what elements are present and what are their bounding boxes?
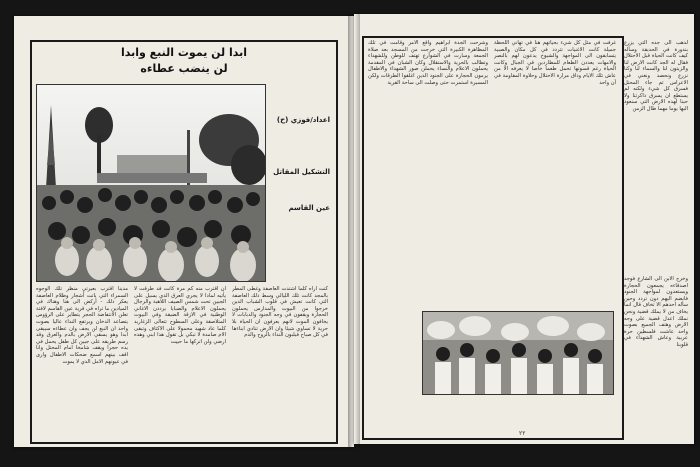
right-column-3: لذهب الى جده التي يزرع بندورة في الحديقة وسأله كيف كانت الحياة قبل الاحتلال فقال له الجد كانت الارض لنا والزيتون لنا والسماء لنا وكنا نزرع ونحصد ونغني في الاعراس ثم جاء المحتل فسرق كل شيء ولكنه لم يستطع ان يسرق ذاكرتنا ولا حبنا لهذه الارض التي سنعود اليها يوما مهما طال الزمن [624, 40, 688, 112]
photo-caption-line-3: عين القاسم [288, 204, 330, 212]
right-column-1: وشرحت الجدة ابراهيم واقع الامر وقامت في تلك المظاهرة الكبيرة التي خرجت من المسجد بعد صلاة الجمعة وسارت في الشوارع تهتف للوطن وللشهداء وتطالب بالحرية والاستقلال وكان الشبان في المقدمة يحملون الاعلام والنساء يحملن صور الشهداء والاطفال يرمون الحجارة على الجنود الذين اغلقوا الطرقات ولكن المسيرة استمرت حتى وصلت الى ساحة القرية [368, 40, 488, 86]
left-column-1: مدينا أقترب بعيرتي منظر تلك الوجوه السمراء التي باتت أشجار وظلام العاصفة يعكر ذلك - أركض الى هنا وهناك في الميادين ما تراه في قرية عين القاسم لافتة تعلن الانتفاضة الحجر يتطاير على الرؤوس يتصاعد الدخان ويرتفع النداء عاليا بصوت واحد ان النبع لن يجف وان عطاءه سيبقى ابدا وهو يسقي الارض بالدم والعرق وقد رسم طريقه على جبين كل طفل يحمل في يده حجرا ويقف شامخا امام المحتل وانا اقف بينهم اسمع ضحكات الاطفال وارى في عيونهم الامل الذي لا يموت [36, 286, 128, 365]
right-page [354, 14, 694, 444]
headline-line-2: لن ينضب عطاءه [140, 62, 228, 75]
children-photo-image [423, 312, 613, 394]
crowd-photo-image [37, 85, 265, 281]
page-number: ٢٢ [519, 430, 526, 437]
photo-caption-credit: اعداد/فوزي (ح) [276, 116, 330, 124]
photo-caption-line-2: التشكيل المقاتل [273, 168, 330, 176]
left-column-2: أن أقترب منه كم مرة كانت قد طرقت لا يأتيه لماذا لا يجري العرق الذي يسيل على الجبين تحت شمس الصيف اللاهبة والرجال يحملون الاعلام والصبايا يرددن الاغاني الوطنية في الازقة الضيقة وفي البيوت المتلاصقة وعلى السطوح تتعالى الزغاريد كلما عاد شهيد محمولا على الاكتاف وتبقى الام صامدة لا تبكي بل تقول هذا ابني وهذه ارضي ولن اتركها ما حييت [134, 286, 226, 345]
book-gutter [348, 14, 360, 447]
right-column-2: غرفت في مثل كل شيء بحياتهم هنا في تهاني اللحظة جميلة كانت الاغنيات تتردد في كل مكان والصبية يتسابقون الى المواجهة والشيوخ يدعون لهم بالنصر والامهات يعددن الطعام للمطاردين في الجبال وكانت الحياة رغم قسوتها تحمل طعما خاصا لا يعرفه الا من عاش تلك الايام وذاق مرارة الاحتلال وحلاوة المقاومة في آن واحد [494, 40, 616, 86]
right-column-4: وخرج الابن الى الشارع فوجد اصدقاءه يجمعون الحجارة ويستعدون لمواجهة الجنود فانضم اليهم دون تردد وحين سأله احدهم الا تخاف قال انما يخاف من لا يملك قضية ونحن نملك اعدل قضية على وجه الارض وهتف الجميع بصوت واحد عاشت فلسطين حرة عربية وعاش الشهداء في قلوبنا [624, 276, 688, 348]
crowd-photo [36, 84, 266, 282]
children-photo [422, 311, 614, 395]
headline-line-1: ابدا لن يموت النبع وابدا [120, 46, 248, 59]
left-column-3: كنت أراه كلما اشتدت العاصفة وغطى المطر بالمجد كانت تلك الليالي وسط ذلك العاصفة التي كانت تعيش في قلوب الشباب الذين خرجوا من البيوت والمدارس يحملون الحجارة ويقفون في وجه الجنود والدبابات لا يخافون الموت لانهم يعرفون ان الحياة بلا حرية لا تساوي شيئا وان الارض تنادي ابناءها في كل صباح فيلبون النداء بالروح والدم [232, 286, 328, 339]
left-page [14, 16, 354, 447]
